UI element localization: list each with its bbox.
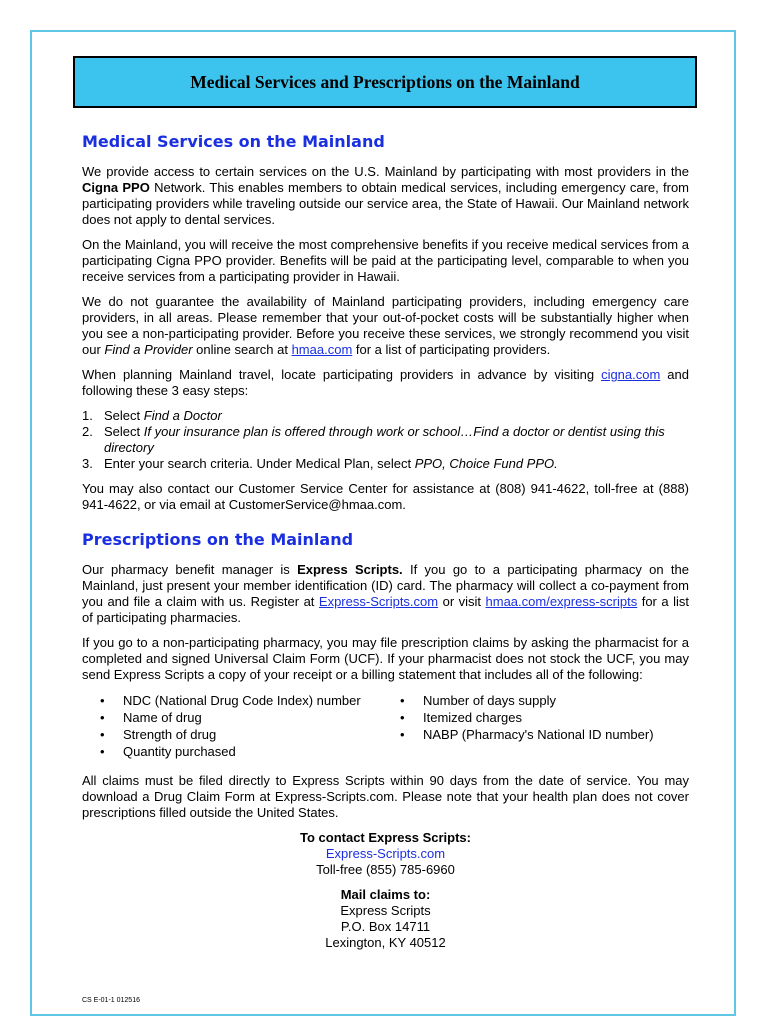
- text: Network. This enables members to obtain medical services, including emergency care, from participating providers while traveling outside our service area, the State of Hawaii. Our Mainland network does not apply to dental services.: [82, 180, 689, 227]
- bold-text: Express Scripts.: [297, 562, 403, 577]
- bullet-item: • Quantity purchased: [100, 743, 400, 760]
- text: for a list of participating pharmacies.: [82, 594, 689, 625]
- bullet-item: • Number of days supply: [400, 692, 654, 709]
- bullet-item: • Name of drug: [100, 709, 400, 726]
- contact-heading: To contact Express Scripts:: [300, 830, 471, 845]
- step-number: 3.: [82, 456, 93, 471]
- mail-line: P.O. Box 14711: [340, 919, 431, 934]
- hmaa-express-scripts-link[interactable]: hmaa.com/express-scripts: [485, 594, 638, 609]
- paragraph: [82, 562, 689, 626]
- paragraph: You may also contact our Customer Service Center for assistance at (808) 941-4622, toll-free at (888) 941-4622, or via email at CustomerService@hmaa.com.: [82, 481, 689, 512]
- step-item: [82, 408, 689, 424]
- text: Select: [104, 408, 144, 423]
- text: If you go to a participating pharmacy on the Mainland, just present your member identification (ID) card. The pharmacy will collect a co-payment from you and file a claim with us. Register at: [82, 562, 689, 609]
- step-item: [82, 424, 689, 456]
- bullet-item: • NDC (National Drug Code Index) number: [100, 692, 400, 709]
- express-scripts-link[interactable]: Express-Scripts.com: [318, 594, 439, 609]
- section-heading-prescriptions: Prescriptions on the Mainland: [82, 530, 354, 549]
- italic-text: Find a Doctor: [143, 408, 222, 423]
- title-box: [73, 56, 697, 108]
- text: Our pharmacy benefit manager is: [82, 562, 298, 577]
- mail-line: Express Scripts: [340, 903, 431, 918]
- text: online search at: [192, 342, 292, 357]
- page-title: Medical Services and Prescriptions on the Mainland: [190, 71, 580, 92]
- contact-phone: Toll-free (855) 785-6960: [316, 862, 455, 877]
- paragraph: [82, 367, 689, 399]
- paragraph: On the Mainland, you will receive the most comprehensive benefits if you receive medical services from a participating Cigna PPO provider. Benefits will be paid at the participating level, comparable to when you receive services from a participating provider in Hawaii.: [82, 237, 689, 284]
- italic-text: Find a Provider: [104, 342, 193, 357]
- requirements-list: [100, 692, 689, 760]
- document-body: [82, 132, 689, 960]
- mail-block: [82, 887, 689, 951]
- bold-text: Cigna PPO: [82, 180, 150, 195]
- step-number: 2.: [82, 424, 93, 439]
- paragraph: [82, 164, 689, 228]
- step-item: [82, 456, 689, 472]
- cigna-link[interactable]: cigna.com: [601, 367, 661, 382]
- text: and following these 3 easy steps:: [82, 367, 689, 398]
- text: Enter your search criteria. Under Medical Plan, select: [104, 456, 415, 471]
- paragraph: [82, 294, 689, 358]
- paragraph: All claims must be filed directly to Express Scripts within 90 days from the date of service. You may download a Drug Claim Form at Express-Scripts.com. Please note that your health plan does not cover prescriptions filled outside the United States.: [82, 773, 689, 820]
- text: for a list of participating providers.: [352, 342, 551, 357]
- paragraph: If you go to a non-participating pharmacy, you may file prescription claims by asking the pharmacist for a completed and signed Universal Claim Form (UCF). If your pharmacist does not stock the UCF, you may send Express Scripts a copy of your receipt or a billing statement that includes all of the following:: [82, 635, 689, 682]
- italic-text: PPO, Choice Fund PPO.: [414, 456, 558, 471]
- text: or visit: [438, 594, 486, 609]
- section-heading-medical: Medical Services on the Mainland: [82, 132, 385, 151]
- text: We provide access to certain services on the U.S. Mainland by participating with most providers in the: [82, 164, 689, 179]
- steps-list: [82, 408, 689, 472]
- text: Select: [104, 424, 144, 439]
- bullet-item: • NABP (Pharmacy's National ID number): [400, 726, 654, 743]
- contact-express-scripts-link[interactable]: Express-Scripts.com: [325, 846, 446, 861]
- bullet-column-left: [100, 692, 400, 760]
- bullet-item: • Strength of drug: [100, 726, 400, 743]
- form-code: CS E-01-1 012516: [82, 997, 140, 1004]
- hmaa-link[interactable]: hmaa.com: [291, 342, 353, 357]
- italic-text: If your insurance plan is offered through work or school…Find a doctor or dentist using this directory: [104, 424, 665, 455]
- step-number: 1.: [82, 408, 93, 423]
- contact-block: [82, 830, 689, 878]
- text: We do not guarantee the availability of Mainland participating providers, including emergency care providers, in all areas. Please remember that your out-of-pocket costs will be substantially higher when you see a non-participating provider. Before you receive these services, we strongly recommend you visit our: [82, 294, 689, 357]
- bullet-column-right: [400, 692, 654, 760]
- mail-line: Lexington, KY 40512: [325, 935, 446, 950]
- text: When planning Mainland travel, locate participating providers in advance by visiting: [82, 367, 602, 382]
- bullet-item: • Itemized charges: [400, 709, 654, 726]
- mail-heading: Mail claims to:: [340, 887, 431, 902]
